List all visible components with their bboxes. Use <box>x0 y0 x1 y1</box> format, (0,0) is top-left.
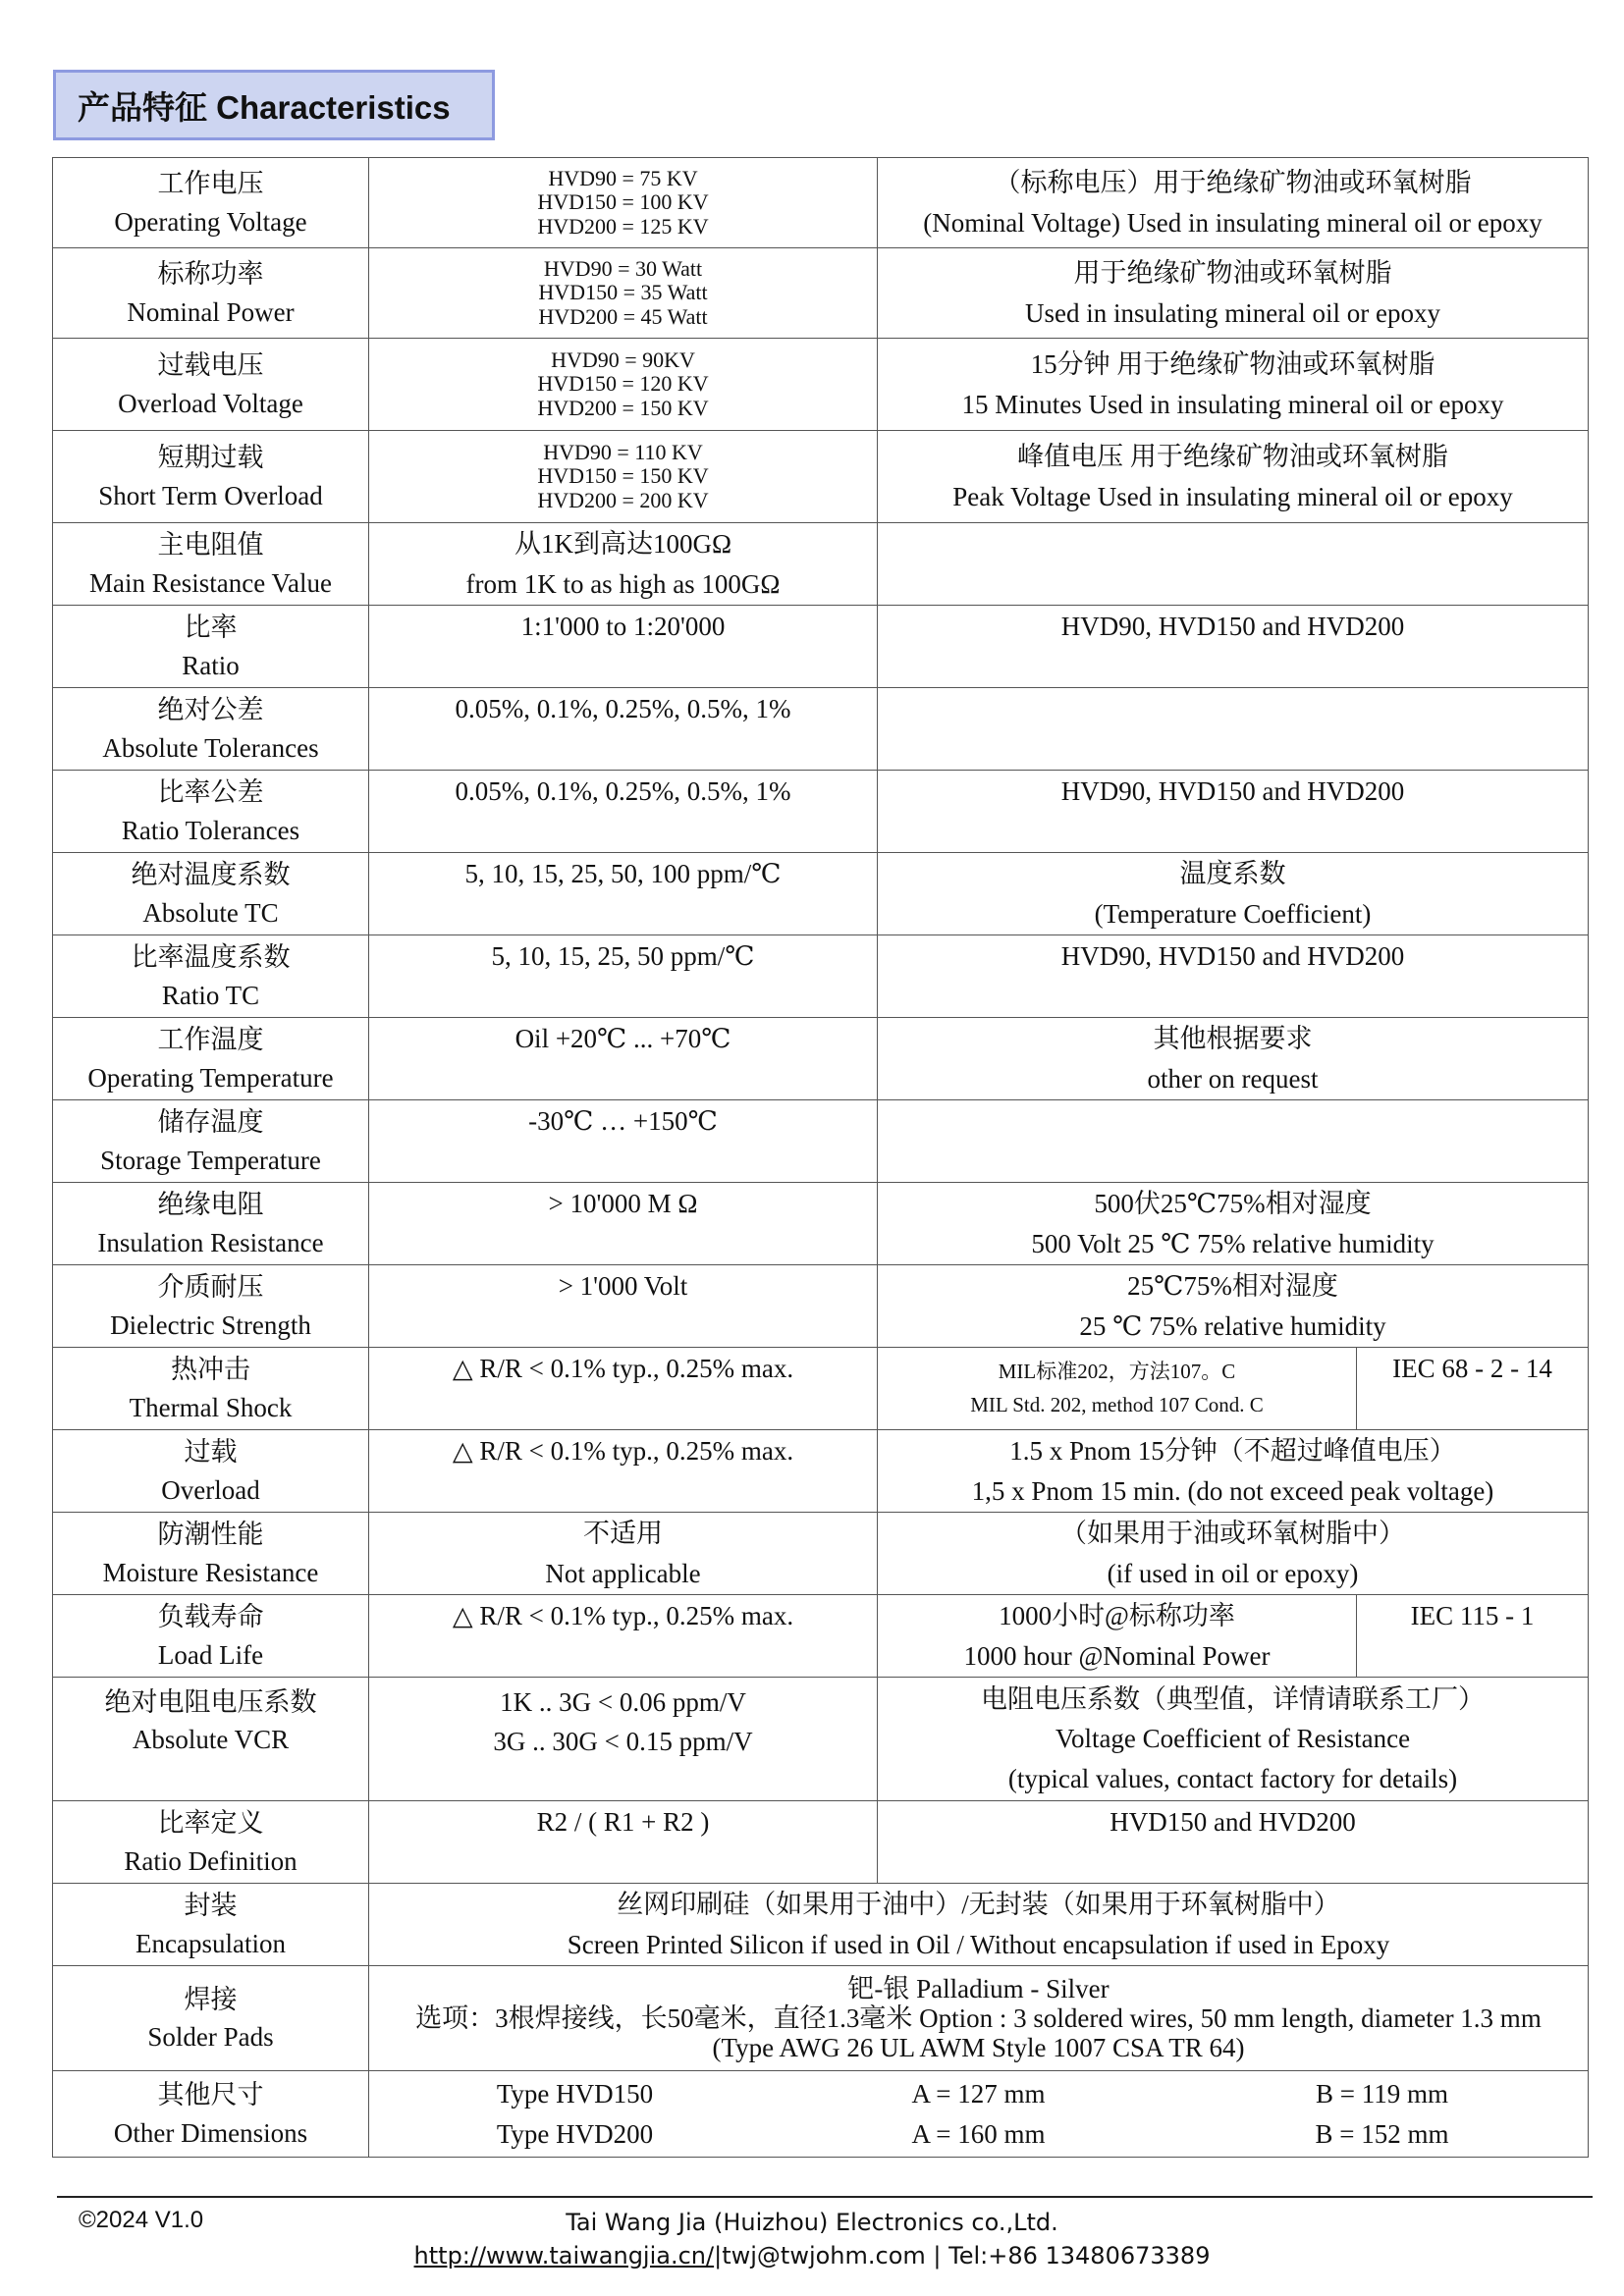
param-cell <box>53 853 369 935</box>
value-line: 1:1'000 to 1:20'000 <box>520 612 726 641</box>
value-line: HVD200 = 125 KV <box>537 213 709 239</box>
note-line: 电阻电压系数（典型值，详情请联系工厂） <box>981 1684 1485 1715</box>
value-line: -30℃ … +150℃ <box>528 1106 718 1136</box>
note-line: （标称电压）用于绝缘矿物油或环氧树脂 <box>994 168 1472 198</box>
param-name-en: Load Life <box>157 1639 264 1670</box>
note-cell <box>878 688 1589 771</box>
solder-line: 钯-银 Palladium - Silver <box>847 1973 1110 2003</box>
solder-line: (Type AWG 26 UL AWM Style 1007 CSA TR 64) <box>712 2033 1245 2063</box>
param-cell <box>53 1678 369 1801</box>
value-line: 1K .. 3G < 0.06 ppm/V <box>500 1687 746 1717</box>
param-name-en: Ratio TC <box>161 980 260 1010</box>
note-line: MIL标准202，方法107。C <box>998 1359 1236 1383</box>
param-cell <box>53 1966 369 2071</box>
value-cell <box>369 1018 878 1100</box>
param-name-zh: 绝对电阻电压系数 <box>104 1687 317 1717</box>
param-cell <box>53 1183 369 1265</box>
encapsulation-line-zh: 丝网印刷硅（如果用于油中）/无封装（如果用于环氧树脂中） <box>617 1890 1340 1920</box>
note-cell <box>878 1183 1589 1265</box>
value-line: Not applicable <box>545 1558 701 1588</box>
dim-a: A = 160 mm <box>911 2118 1046 2149</box>
param-name-en: Storage Temperature <box>100 1145 321 1175</box>
param-name-en: Short Term Overload <box>98 480 323 510</box>
characteristics-table <box>52 157 1589 2158</box>
param-name-zh: 标称功率 <box>157 259 264 290</box>
value-line: 5, 10, 15, 25, 50, 100 ppm/℃ <box>464 859 782 888</box>
note-line: 15 Minutes Used in insulating mineral oil or epoxy <box>961 389 1504 419</box>
value-line: HVD150 = 150 KV <box>537 463 709 489</box>
param-name-en: Operating Temperature <box>87 1062 334 1093</box>
note-line: 1000小时@标称功率 <box>999 1601 1235 1631</box>
param-name-en: Moisture Resistance <box>102 1557 319 1587</box>
param-cell <box>53 935 369 1018</box>
note-cell <box>878 1801 1589 1884</box>
note-cell <box>878 1100 1589 1183</box>
param-cell <box>53 1801 369 1884</box>
value-cell <box>369 1265 878 1348</box>
value-line: HVD200 = 45 Watt <box>538 303 708 329</box>
value-line: Oil +20℃ ... +70℃ <box>514 1024 731 1053</box>
footer-version: ©2024 V1.0 <box>79 2207 204 2233</box>
value-line: △ R/R < 0.1% typ., 0.25% max. <box>452 1601 794 1630</box>
value-line: HVD200 = 200 KV <box>537 487 709 512</box>
table-row <box>53 1348 1589 1430</box>
param-name-en: Nominal Power <box>127 296 295 327</box>
note-line: HVD150 and HVD200 <box>1110 1807 1356 1837</box>
section-title-text: 产品特征 Characteristics <box>78 88 451 126</box>
param-cell <box>53 1018 369 1100</box>
value-line: △ R/R < 0.1% typ., 0.25% max. <box>452 1436 794 1466</box>
note-cell <box>878 248 1589 339</box>
table-row <box>53 1884 1589 1966</box>
footer-company: Tai Wang Jia (Huizhou) Electronics co.,Ltd. <box>566 2209 1058 2236</box>
param-name-en: Thermal Shock <box>129 1392 293 1422</box>
value-line: 0.05%, 0.1%, 0.25%, 0.5%, 1% <box>455 694 791 723</box>
param-cell <box>53 1884 369 1966</box>
website-link[interactable]: http://www.taiwangjia.cn/ <box>413 2241 715 2269</box>
param-cell <box>53 1100 369 1183</box>
param-name-zh: 主电阻值 <box>157 530 264 561</box>
note-cell <box>878 853 1589 935</box>
note-line: 1,5 x Pnom 15 min. (do not exceed peak voltage) <box>971 1475 1494 1506</box>
table-row <box>53 158 1589 248</box>
param-name-en: Insulation Resistance <box>97 1227 324 1257</box>
table-row <box>53 935 1589 1018</box>
note-line: (if used in oil or epoxy) <box>1107 1558 1359 1588</box>
dimensions-grid <box>373 2079 1584 2148</box>
value-line: HVD90 = 75 KV <box>548 165 698 190</box>
value-cell <box>369 606 878 688</box>
table-row <box>53 1966 1589 2071</box>
standard-cell <box>1357 1348 1589 1430</box>
note-line: 1.5 x Pnom 15分钟（不超过峰值电压） <box>1009 1436 1456 1467</box>
table-row <box>53 606 1589 688</box>
note-line: HVD90, HVD150 and HVD200 <box>1060 612 1405 641</box>
value-cell <box>369 523 878 606</box>
dim-type: Type HVD150 <box>496 2079 654 2109</box>
param-name-en: Operating Voltage <box>114 206 307 237</box>
param-name-en: Ratio Definition <box>124 1845 298 1876</box>
value-cell <box>369 1183 878 1265</box>
value-line: HVD150 = 120 KV <box>537 371 709 397</box>
footer-contact: |twj@twjohm.com | Tel:+86 13480673389 <box>714 2241 1211 2269</box>
table-row <box>53 853 1589 935</box>
param-name-zh: 比率温度系数 <box>131 942 291 973</box>
param-cell <box>53 158 369 248</box>
param-name-zh: 比率公差 <box>157 777 264 808</box>
param-name-en: Absolute Tolerances <box>102 732 319 763</box>
param-name-zh: 绝对公差 <box>157 695 264 725</box>
param-name-zh: 负载寿命 <box>157 1602 264 1632</box>
table-row <box>53 1018 1589 1100</box>
param-name-zh: 储存温度 <box>157 1107 264 1138</box>
note-cell <box>878 1265 1589 1348</box>
value-cell <box>369 339 878 431</box>
standard-ref: IEC 68 - 2 - 14 <box>1392 1354 1552 1383</box>
value-cell <box>369 1678 878 1801</box>
footer-info <box>0 2207 1624 2272</box>
param-name-en: Absolute VCR <box>132 1725 290 1755</box>
note-line: 1000 hour @Nominal Power <box>963 1640 1271 1671</box>
note-cell <box>878 1513 1589 1595</box>
note-line: (Temperature Coefficient) <box>1094 898 1372 929</box>
value-line: from 1K to as high as 100GΩ <box>465 568 781 599</box>
note-line: 500伏25℃75%相对湿度 <box>1094 1189 1372 1219</box>
param-cell <box>53 1513 369 1595</box>
table-row <box>53 2071 1589 2158</box>
note-cell <box>878 1678 1589 1801</box>
note-cell <box>878 606 1589 688</box>
note-line: 用于绝缘矿物油或环氧树脂 <box>1073 258 1392 289</box>
solder-cell <box>369 1966 1589 2071</box>
footer-contact-line <box>0 2240 1624 2273</box>
param-cell <box>53 1595 369 1678</box>
note-cell <box>878 1018 1589 1100</box>
param-name-zh: 热冲击 <box>171 1355 250 1385</box>
note-line: 温度系数 <box>1179 859 1286 889</box>
value-cell <box>369 1348 878 1430</box>
value-line: > 1'000 Volt <box>558 1271 688 1301</box>
table-row <box>53 688 1589 771</box>
param-cell <box>53 523 369 606</box>
param-name-zh: 介质耐压 <box>157 1272 264 1303</box>
value-cell <box>369 771 878 853</box>
value-line: 0.05%, 0.1%, 0.25%, 0.5%, 1% <box>455 776 791 806</box>
value-line: HVD90 = 30 Watt <box>543 255 703 281</box>
note-cell <box>878 431 1589 523</box>
value-line: 3G .. 30G < 0.15 ppm/V <box>493 1727 753 1757</box>
param-cell <box>53 1265 369 1348</box>
standard-cell <box>1357 1595 1589 1678</box>
value-cell <box>369 1430 878 1513</box>
param-name-zh: 绝对温度系数 <box>131 860 291 890</box>
param-cell <box>53 248 369 339</box>
note-cell <box>878 1348 1357 1430</box>
value-line: △ R/R < 0.1% typ., 0.25% max. <box>452 1354 794 1383</box>
param-name-en: Other Dimensions <box>113 2117 308 2148</box>
table-row <box>53 1430 1589 1513</box>
param-cell <box>53 688 369 771</box>
param-name-zh: 过载电压 <box>157 350 264 381</box>
note-line: Used in insulating mineral oil or epoxy <box>1025 297 1440 328</box>
solder-line: 选项：3根焊接线，长50毫米，直径1.3毫米 Option : 3 soldered wires, 50 mm length, diameter 1.3 mm <box>415 2002 1542 2033</box>
note-line: 15分钟 用于绝缘矿物油或环氧树脂 <box>1030 349 1435 380</box>
param-name-en: Absolute TC <box>142 897 279 928</box>
table-row <box>53 1595 1589 1678</box>
value-cell <box>369 1595 878 1678</box>
param-name-en: Dielectric Strength <box>110 1309 311 1340</box>
table-row <box>53 248 1589 339</box>
param-cell <box>53 2071 369 2158</box>
param-name-zh: 其他尺寸 <box>157 2080 264 2110</box>
table-row <box>53 771 1589 853</box>
note-line: （如果用于油或环氧树脂中） <box>1060 1519 1405 1549</box>
note-line: 峰值电压 用于绝缘矿物油或环氧树脂 <box>1017 442 1448 472</box>
param-cell <box>53 431 369 523</box>
note-line: HVD90, HVD150 and HVD200 <box>1060 776 1405 806</box>
dim-b: B = 152 mm <box>1315 2118 1449 2149</box>
note-cell <box>878 523 1589 606</box>
standard-ref: IEC 115 - 1 <box>1410 1601 1535 1630</box>
param-name-en: Overload <box>161 1474 260 1505</box>
footer-divider <box>57 2196 1593 2198</box>
param-name-zh: 比率 <box>184 613 238 643</box>
value-cell <box>369 853 878 935</box>
param-name-en: Ratio <box>182 650 240 680</box>
note-line: (Nominal Voltage) Used in insulating mineral oil or epoxy <box>923 207 1543 238</box>
value-line: > 10'000 M Ω <box>548 1189 698 1218</box>
value-cell <box>369 248 878 339</box>
table-row <box>53 1678 1589 1801</box>
param-name-en: Ratio Tolerances <box>121 815 300 845</box>
value-line: HVD150 = 35 Watt <box>538 280 708 305</box>
value-line: 从1K到高达100GΩ <box>514 529 732 560</box>
value-cell <box>369 1801 878 1884</box>
param-name-zh: 工作电压 <box>157 169 264 199</box>
note-line: other on request <box>1147 1063 1319 1094</box>
note-line: HVD90, HVD150 and HVD200 <box>1060 941 1405 971</box>
table-row <box>53 1183 1589 1265</box>
param-name-zh: 封装 <box>184 1891 238 1921</box>
param-name-zh: 过载 <box>184 1437 238 1468</box>
note-line: Voltage Coefficient of Resistance <box>1055 1724 1411 1754</box>
note-line: 25℃75%相对湿度 <box>1127 1271 1338 1302</box>
param-name-zh: 焊接 <box>184 1984 238 2014</box>
table-row <box>53 339 1589 431</box>
table-row <box>53 1513 1589 1595</box>
table-row <box>53 431 1589 523</box>
note-line: (typical values, contact factory for details) <box>1007 1763 1458 1793</box>
value-cell <box>369 935 878 1018</box>
value-line: HVD150 = 100 KV <box>537 189 709 215</box>
param-name-en: Encapsulation <box>135 1928 286 1958</box>
table-row <box>53 523 1589 606</box>
param-name-en: Overload Voltage <box>118 388 303 418</box>
section-title <box>53 70 495 140</box>
param-name-zh: 防潮性能 <box>157 1520 264 1550</box>
encapsulation-cell <box>369 1884 1589 1966</box>
dimensions-cell <box>369 2071 1589 2158</box>
note-line: 500 Volt 25 ℃ 75% relative humidity <box>1031 1228 1435 1258</box>
note-cell <box>878 1595 1357 1678</box>
param-cell <box>53 1348 369 1430</box>
value-cell <box>369 431 878 523</box>
encapsulation-line-en: Screen Printed Silicon if used in Oil / Without encapsulation if used in Epoxy <box>567 1929 1390 1959</box>
value-line: HVD90 = 110 KV <box>543 439 703 464</box>
param-name-zh: 工作温度 <box>157 1025 264 1055</box>
note-line: 25 ℃ 75% relative humidity <box>1079 1310 1386 1341</box>
param-name-zh: 绝缘电阻 <box>157 1190 264 1220</box>
param-cell <box>53 606 369 688</box>
note-line: Peak Voltage Used in insulating mineral oil or epoxy <box>952 481 1513 511</box>
note-cell <box>878 339 1589 431</box>
dim-b: B = 119 mm <box>1316 2079 1448 2109</box>
note-cell <box>878 1430 1589 1513</box>
dim-type: Type HVD200 <box>496 2118 654 2149</box>
value-cell <box>369 1100 878 1183</box>
param-cell <box>53 339 369 431</box>
value-line: 5, 10, 15, 25, 50 ppm/℃ <box>491 941 755 971</box>
param-name-en: Main Resistance Value <box>89 567 332 598</box>
table-row <box>53 1801 1589 1884</box>
value-line: HVD90 = 90KV <box>551 347 695 372</box>
note-line: MIL Std. 202, method 107 Cond. C <box>970 1392 1264 1416</box>
param-name-en: Solder Pads <box>147 2022 274 2052</box>
note-cell <box>878 771 1589 853</box>
param-name-zh: 短期过载 <box>157 443 264 473</box>
note-line: 其他根据要求 <box>1153 1024 1313 1054</box>
param-cell <box>53 771 369 853</box>
note-cell <box>878 935 1589 1018</box>
param-name-zh: 比率定义 <box>157 1808 264 1839</box>
value-line: R2 / ( R1 + R2 ) <box>536 1807 710 1837</box>
note-cell <box>878 158 1589 248</box>
value-line: HVD200 = 150 KV <box>537 395 709 420</box>
value-cell <box>369 1513 878 1595</box>
value-line: 不适用 <box>583 1519 663 1549</box>
value-cell <box>369 688 878 771</box>
table-row <box>53 1100 1589 1183</box>
value-cell <box>369 158 878 248</box>
param-cell <box>53 1430 369 1513</box>
dim-a: A = 127 mm <box>911 2079 1046 2109</box>
table-row <box>53 1265 1589 1348</box>
